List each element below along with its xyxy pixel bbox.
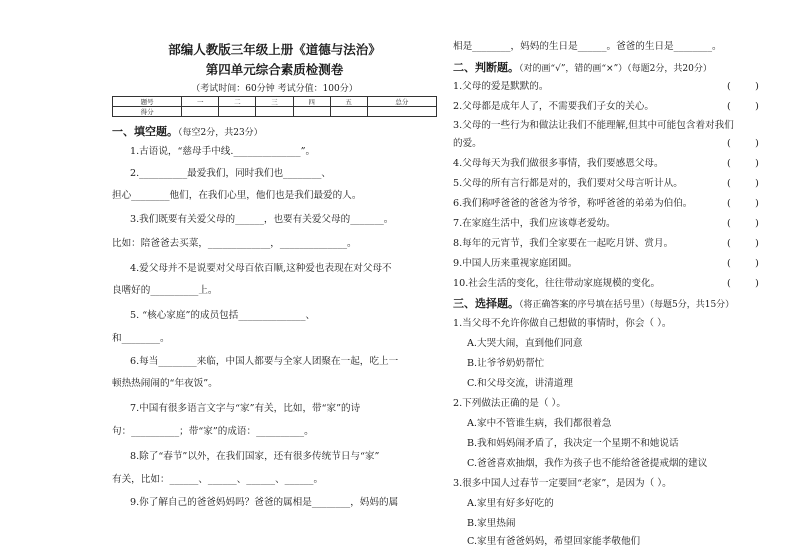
score-input-cell[interactable] (367, 107, 436, 117)
question-line: 8.除了“春节”以外，在我们国家，还有很多传统节日与“家” (130, 451, 380, 462)
answer-blank[interactable]: ( ) (727, 238, 759, 249)
section1-title: 一、填空题。 (112, 125, 178, 138)
section2-title: 二、判断题。 (453, 61, 519, 74)
question-line: 7.中国有很多语言文字与“家”有关，比如，带“家”的诗 (130, 403, 361, 414)
answer-blank[interactable]: ( ) (727, 198, 759, 209)
section2-heading (453, 62, 712, 75)
score-cell: 三 (256, 97, 293, 107)
question-line: 3.我们既要有关爱父母的______，也要有关爱父母的_______。 (130, 214, 394, 225)
judge-item: 8.每年的元宵节，我们全家要在一起吃月饼、赏月。 (453, 238, 674, 249)
score-input-cell[interactable] (293, 107, 330, 117)
score-table (112, 96, 437, 117)
judge-item: 6.我们称呼爸爸的爸爸为爷爷，称呼爸爸的弟弟为伯伯。 (453, 198, 693, 209)
section3-heading (453, 298, 734, 311)
answer-blank[interactable]: ( ) (727, 138, 759, 149)
choice-option[interactable]: B.让爷爷奶奶帮忙 (467, 358, 545, 369)
question-line: 9.你了解自己的爸爸妈妈吗？爸爸的属相是________，妈妈的属 (130, 497, 399, 508)
question-line: 1.古语说，“慈母手中线.______________”。 (130, 146, 316, 157)
choice-question: 2.下列做法正确的是（ ）。 (453, 398, 566, 409)
section3-title: 三、选择题。 (453, 297, 519, 310)
answer-blank[interactable]: ( ) (727, 218, 759, 229)
paper-title: 部编人教版三年级上册《道德与法治》 (168, 42, 381, 57)
answer-blank[interactable]: ( ) (727, 158, 759, 169)
question-line: 和________。 (112, 333, 170, 344)
choice-option[interactable]: B.家里热闹 (467, 518, 516, 529)
question-line: 有关，比如：______、______、______、______。 (112, 474, 324, 485)
exam-info: （考试时间：60分钟 考试分值：100分） (191, 84, 358, 94)
score-input-cell[interactable] (256, 107, 293, 117)
judge-item: 2.父母都是成年人了，不需要我们子女的关心。 (453, 101, 655, 112)
question-line: 2.__________最爱我们，同时我们也________、 (130, 168, 332, 179)
score-input-cell[interactable] (330, 107, 367, 117)
choice-option[interactable]: C.和父母交流，讲清道理 (467, 378, 573, 389)
question-line: 担心________他们，在我们心里，他们也是我们最爱的人。 (112, 190, 362, 201)
score-cell: 题号 (113, 97, 182, 107)
question-line: 比如：陪爸爸去买菜，_____________，______________。 (112, 238, 357, 249)
choice-option[interactable]: B.我和妈妈闹矛盾了，我决定一个星期不和她说话 (467, 438, 679, 449)
question-line: 相是________，妈妈的生日是______。爸爸的生日是________。 (453, 41, 722, 52)
section3-note: （将正确答案的序号填在括号里）（每题5分，共15分） (519, 300, 735, 310)
section1-note: （每空2分，共23分） (178, 128, 263, 138)
choice-question: 3.很多中国人过春节一定要回“老家”，是因为（ ）。 (453, 478, 672, 489)
choice-question: 1.当父母不允许你做自己想做的事情时，你会（ ）。 (453, 318, 672, 329)
answer-blank[interactable]: ( ) (727, 178, 759, 189)
answer-blank[interactable]: ( ) (727, 81, 759, 92)
judge-item: 7.在家庭生活中，我们应该尊老爱幼。 (453, 218, 616, 229)
score-cell: 五 (330, 97, 367, 107)
answer-blank[interactable]: ( ) (727, 278, 759, 289)
question-line: 顿热热闹闹的“年夜饭”。 (112, 378, 218, 389)
answer-blank[interactable]: ( ) (727, 258, 759, 269)
score-input-cell[interactable] (182, 107, 219, 117)
judge-item: 1.父母的爱是默默的。 (453, 81, 549, 92)
score-table-score-row (113, 107, 437, 117)
judge-item: 10.社会生活的变化，往往带动家庭规模的变化。 (453, 278, 661, 289)
judge-item: 的爱。 (453, 138, 482, 149)
judge-item: 3.父母的一些行为和做法让我们不能理解,但其中可能包含着对我们 (453, 120, 734, 131)
choice-option[interactable]: C.爸爸喜欢抽烟，我作为孩子也不能给爸爸提戒烟的建议 (467, 458, 708, 469)
question-line: 良嗜好的__________上。 (112, 285, 218, 296)
score-input-cell[interactable] (219, 107, 256, 117)
section1-heading (112, 126, 263, 139)
choice-option[interactable]: A.家里有好多好吃的 (467, 498, 554, 509)
choice-option[interactable]: C.家里有爸爸妈妈，希望回家能孝敬他们 (467, 536, 641, 547)
judge-item: 4.父母每天为我们做很多事情，我们要感恩父母。 (453, 158, 664, 169)
question-line: 句：__________；带“家”的成语：__________。 (112, 426, 314, 437)
score-cell: 一 (182, 97, 219, 107)
score-cell: 得分 (113, 107, 182, 117)
score-cell: 二 (219, 97, 256, 107)
choice-option[interactable]: A.大哭大闹，直到他们同意 (467, 338, 583, 349)
choice-option[interactable]: A.家中不管谁生病，我们都很着急 (467, 418, 612, 429)
question-line: 6.每当________来临，中国人都要与全家人团聚在一起，吃上一 (130, 356, 399, 367)
answer-blank[interactable]: ( ) (727, 101, 759, 112)
section2-note: （对的画“√”，错的画“×”）（每题2分，共20分） (519, 64, 712, 74)
paper-subtitle: 第四单元综合素质检测卷 (205, 62, 344, 77)
question-line: 4.爱父母并不是说要对父母百依百顺,这种爱也表现在对父母不 (130, 263, 392, 274)
score-cell: 四 (293, 97, 330, 107)
score-table-header-row (113, 97, 437, 107)
judge-item: 5.父母的所有言行都是对的，我们要对父母言听计从。 (453, 178, 683, 189)
question-line: 5. “核心家庭”的成员包括______________、 (130, 310, 316, 321)
judge-item: 9.中国人历来重视家庭团圆。 (453, 258, 578, 269)
score-cell: 总分 (367, 97, 436, 107)
